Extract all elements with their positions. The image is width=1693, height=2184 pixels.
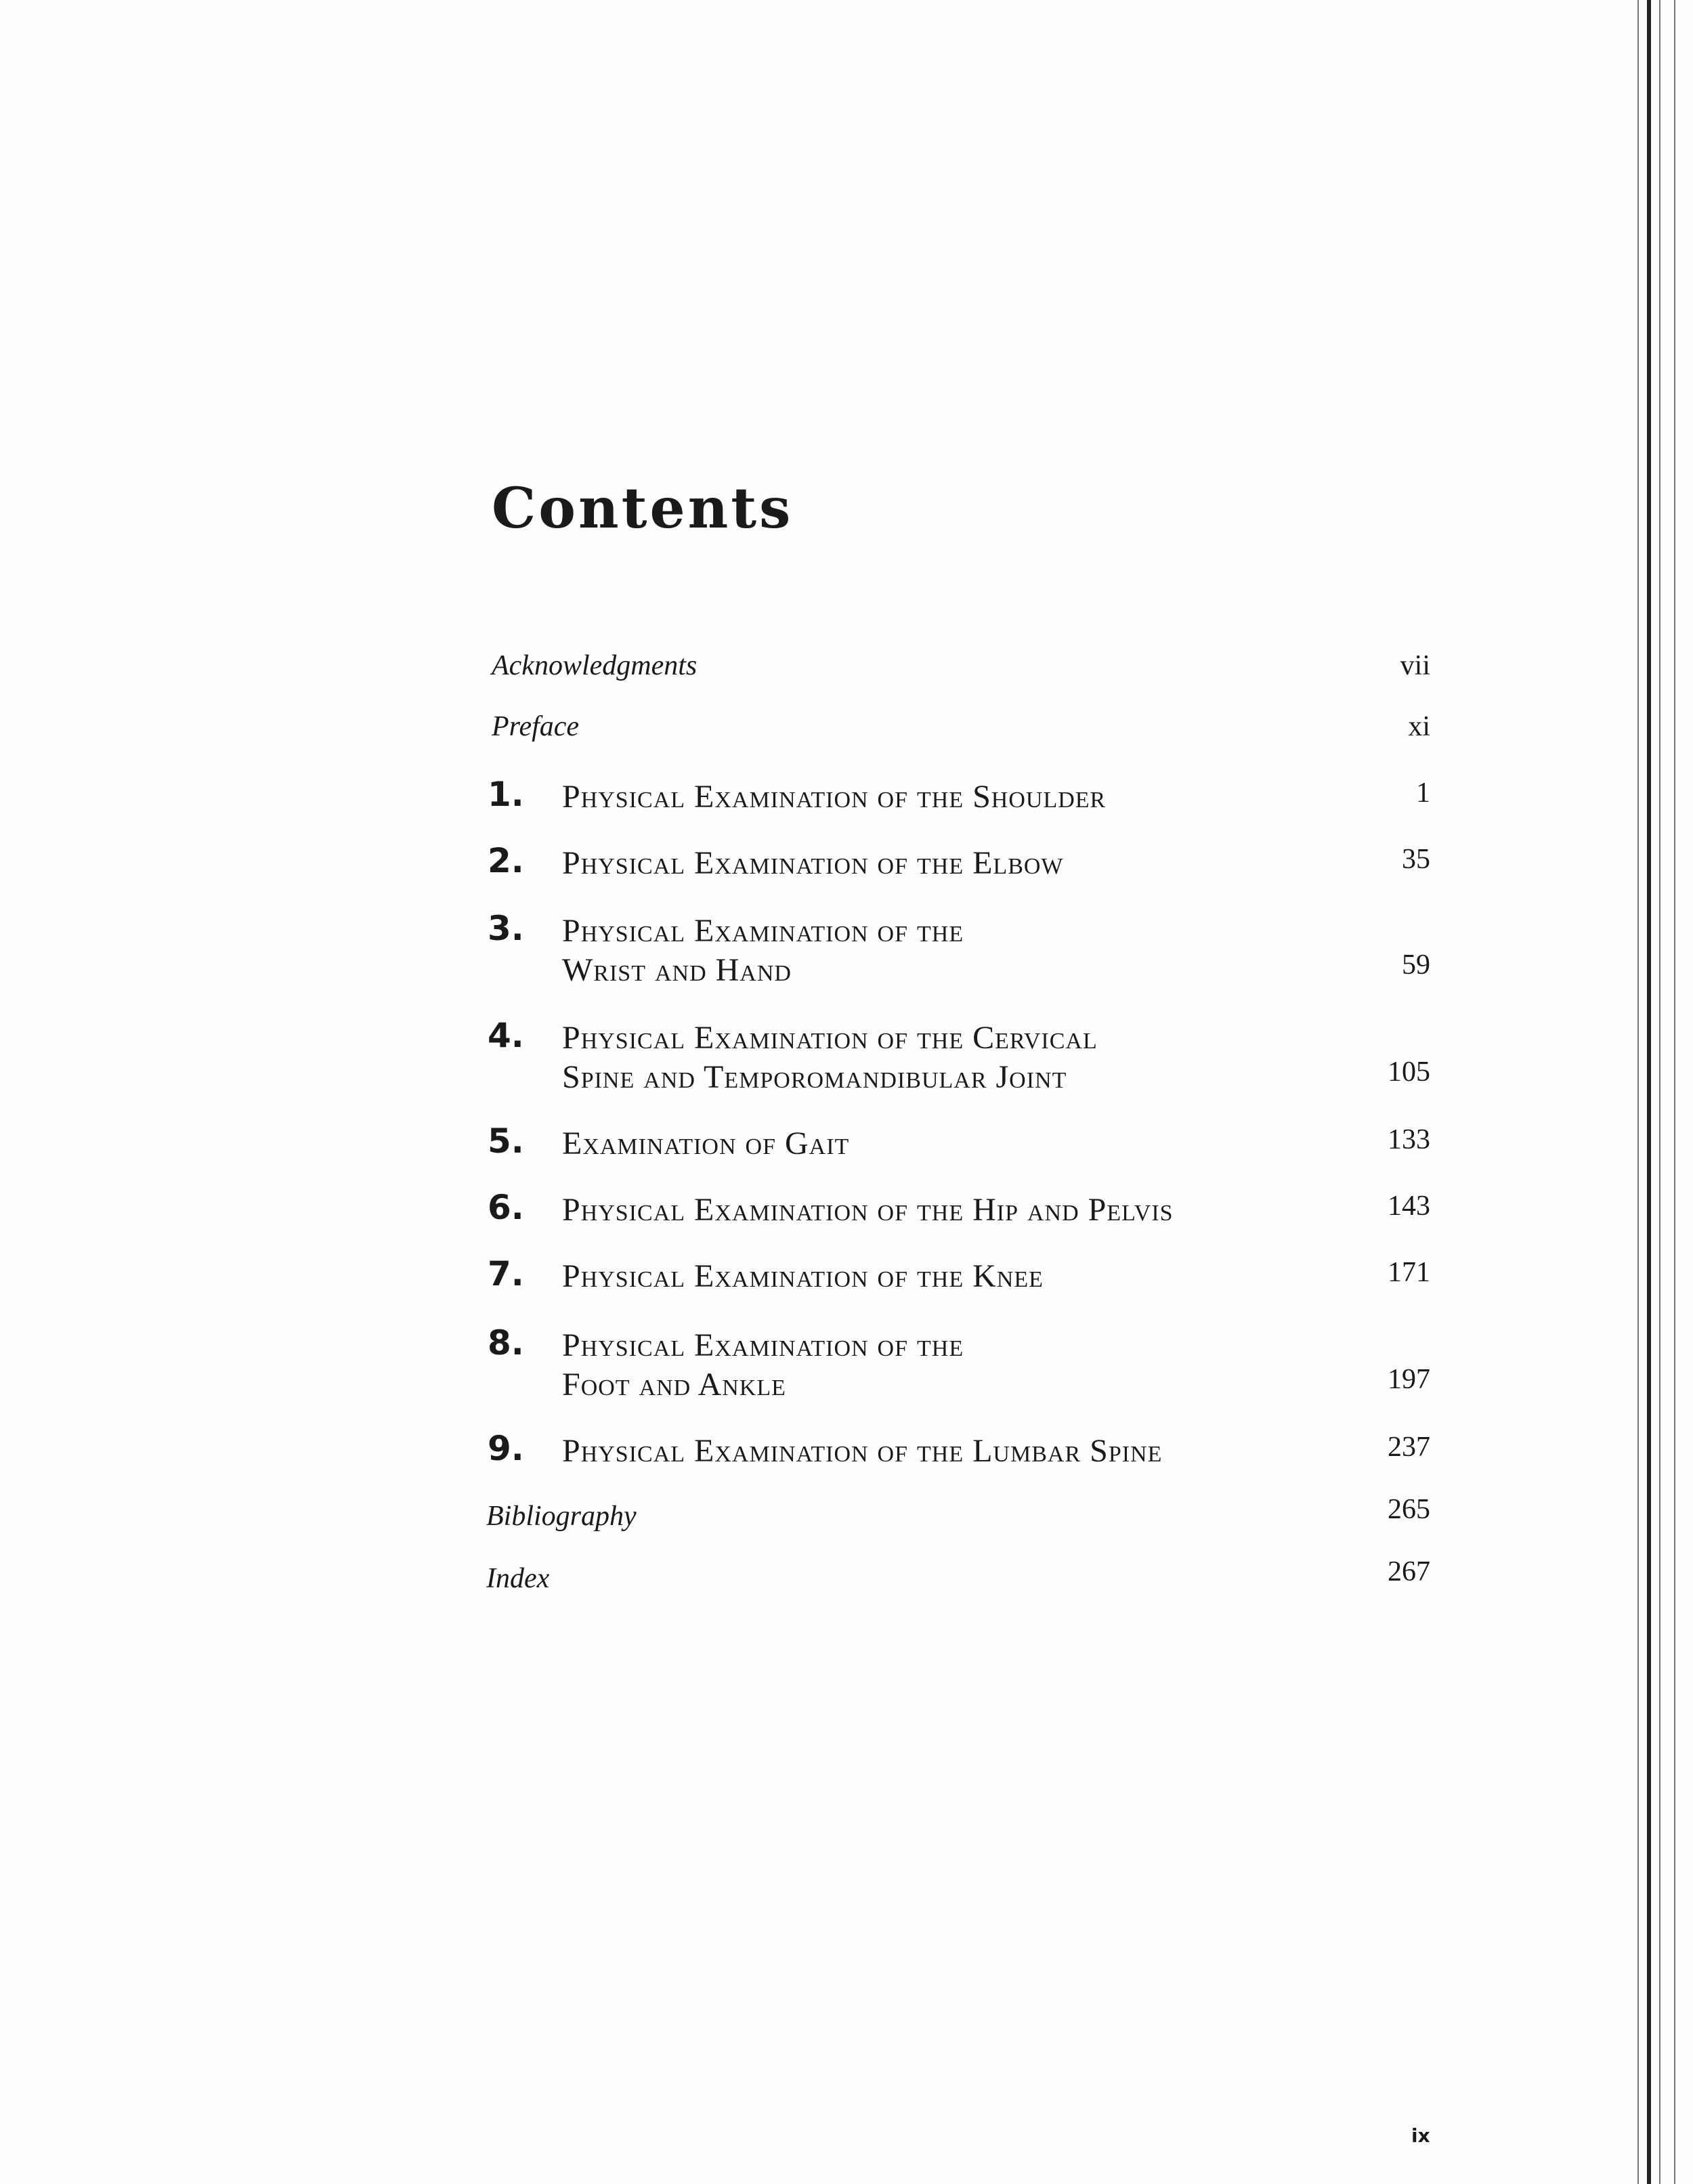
toc-page-number: 35 bbox=[1402, 844, 1430, 875]
chapter-title-line: Spine and Temporomandibular Joint bbox=[562, 1059, 1067, 1095]
toc-page-number: 267 bbox=[1388, 1556, 1430, 1587]
page-folio-number: ix bbox=[1411, 2124, 1430, 2147]
chapter-title bbox=[562, 1191, 1239, 1230]
chapter-title-line: Physical Examination of the Lumbar Spine bbox=[562, 1433, 1163, 1469]
chapter-title bbox=[562, 912, 1239, 990]
toc-page-number: 197 bbox=[1388, 1364, 1430, 1395]
chapter-title-line: Physical Examination of the Cervical bbox=[562, 1020, 1098, 1056]
chapter-number: 2. bbox=[488, 841, 524, 880]
toc-page-number: 237 bbox=[1388, 1432, 1430, 1463]
chapter-title-line: Foot and Ankle bbox=[562, 1367, 786, 1403]
chapter-title bbox=[562, 777, 1239, 817]
toc-entry-preface[interactable]: Preface bbox=[492, 711, 580, 742]
chapter-title-line: Physical Examination of the Elbow bbox=[562, 845, 1064, 881]
chapter-title bbox=[562, 1432, 1239, 1471]
chapter-title-line: Physical Examination of the bbox=[562, 1327, 964, 1363]
toc-page-number: 1 bbox=[1416, 777, 1430, 809]
chapter-number: 4. bbox=[488, 1016, 524, 1055]
chapter-number: 3. bbox=[488, 909, 524, 948]
chapter-title-line: Examination of Gait bbox=[562, 1126, 850, 1161]
toc-page-number: 59 bbox=[1402, 949, 1430, 981]
toc-entry-bibliography[interactable]: Bibliography bbox=[486, 1501, 637, 1532]
chapter-title-line: Physical Examination of the Knee bbox=[562, 1258, 1044, 1294]
chapter-number: 5. bbox=[488, 1121, 524, 1161]
toc-page-number: vii bbox=[1400, 650, 1430, 681]
chapter-number: 9. bbox=[488, 1429, 524, 1468]
toc-page-number: xi bbox=[1408, 711, 1430, 742]
toc-entry-index[interactable]: Index bbox=[486, 1563, 550, 1594]
toc-page-number: 171 bbox=[1388, 1257, 1430, 1288]
chapter-title-line: Physical Examination of the Shoulder bbox=[562, 779, 1107, 815]
chapter-number: 6. bbox=[488, 1188, 524, 1227]
chapter-title-line: Physical Examination of the bbox=[562, 913, 964, 949]
chapter-number: 7. bbox=[488, 1254, 524, 1293]
chapter-title-line: Physical Examination of the Hip and Pelvis bbox=[562, 1192, 1174, 1228]
chapter-title bbox=[562, 1124, 1239, 1163]
chapter-number: 1. bbox=[488, 775, 524, 814]
page-title: Contents bbox=[492, 476, 794, 541]
toc-page-number: 133 bbox=[1388, 1124, 1430, 1155]
chapter-number: 8. bbox=[488, 1323, 524, 1363]
toc-page-number: 105 bbox=[1388, 1056, 1430, 1088]
chapter-title bbox=[562, 844, 1239, 883]
toc-entry-acknowledgments[interactable]: Acknowledgments bbox=[492, 650, 698, 681]
toc-page-number: 265 bbox=[1388, 1494, 1430, 1525]
toc-page-number: 143 bbox=[1388, 1191, 1430, 1222]
chapter-title-line: Wrist and Hand bbox=[562, 952, 792, 988]
chapter-title bbox=[562, 1019, 1239, 1097]
chapter-title bbox=[562, 1326, 1239, 1405]
chapter-title bbox=[562, 1257, 1239, 1296]
